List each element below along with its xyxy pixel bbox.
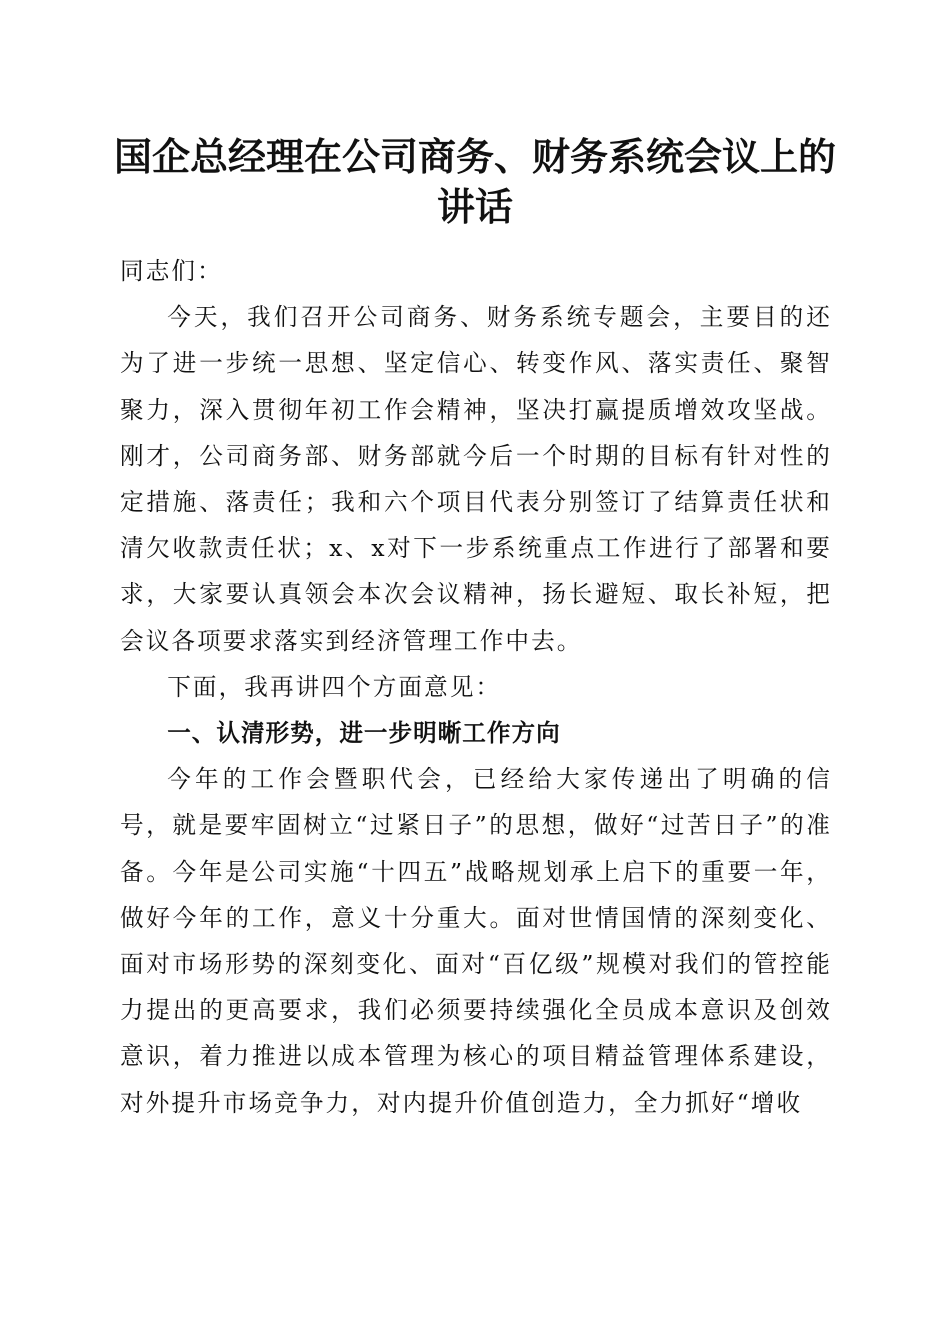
paragraph-opening: 今天，我们召开公司商务、财务系统专题会，主要目的还为了进一步统一思想、坚定信心、转变作风、落实责任、聚智聚力，深入贯彻年初工作会精神，坚决打赢提质增效攻坚战。刚才，公司商务部、财务部就今后一个时期的目标有针对性的定措施、落责任；我和六个项目代表分别签订了结算责任状和清欠收款责任状；x、x对下一步系统重点工作进行了部署和要求，大家要认真领会本次会议精神，扬长避短、取长补短，把会议各项要求落实到经济管理工作中去。: [120, 303, 832, 655]
salutation: 同志们：: [120, 257, 223, 285]
section-heading: 一、认清形势，进一步明晰工作方向: [167, 719, 561, 748]
paragraph-transition: 下面，我再讲四个方面意见：: [167, 672, 502, 701]
document-title: 国企总经理在公司商务、财务系统会议上的讲话: [113, 134, 836, 229]
document-body: [120, 248, 832, 1126]
section-paragraph: 今年的工作会暨职代会，已经给大家传递出了明确的信号，就是要牢固树立“过紧日子”的思想，做好“过苦日子”的准备。今年是公司实施“十四五”战略规划承上启下的重要一年，做好今年的工作，意义十分重大。面对世情国情的深刻变化、面对市场形势的深刻变化、面对“百亿级”规模对我们的管控能力提出的更高要求，我们必须要持续强化全员成本意识及创效意识，着力推进以成本管理为核心的项目精益管理体系建设，对外提升市场竞争力，对内提升价值创造力，全力抓好“增收: [120, 765, 832, 1117]
